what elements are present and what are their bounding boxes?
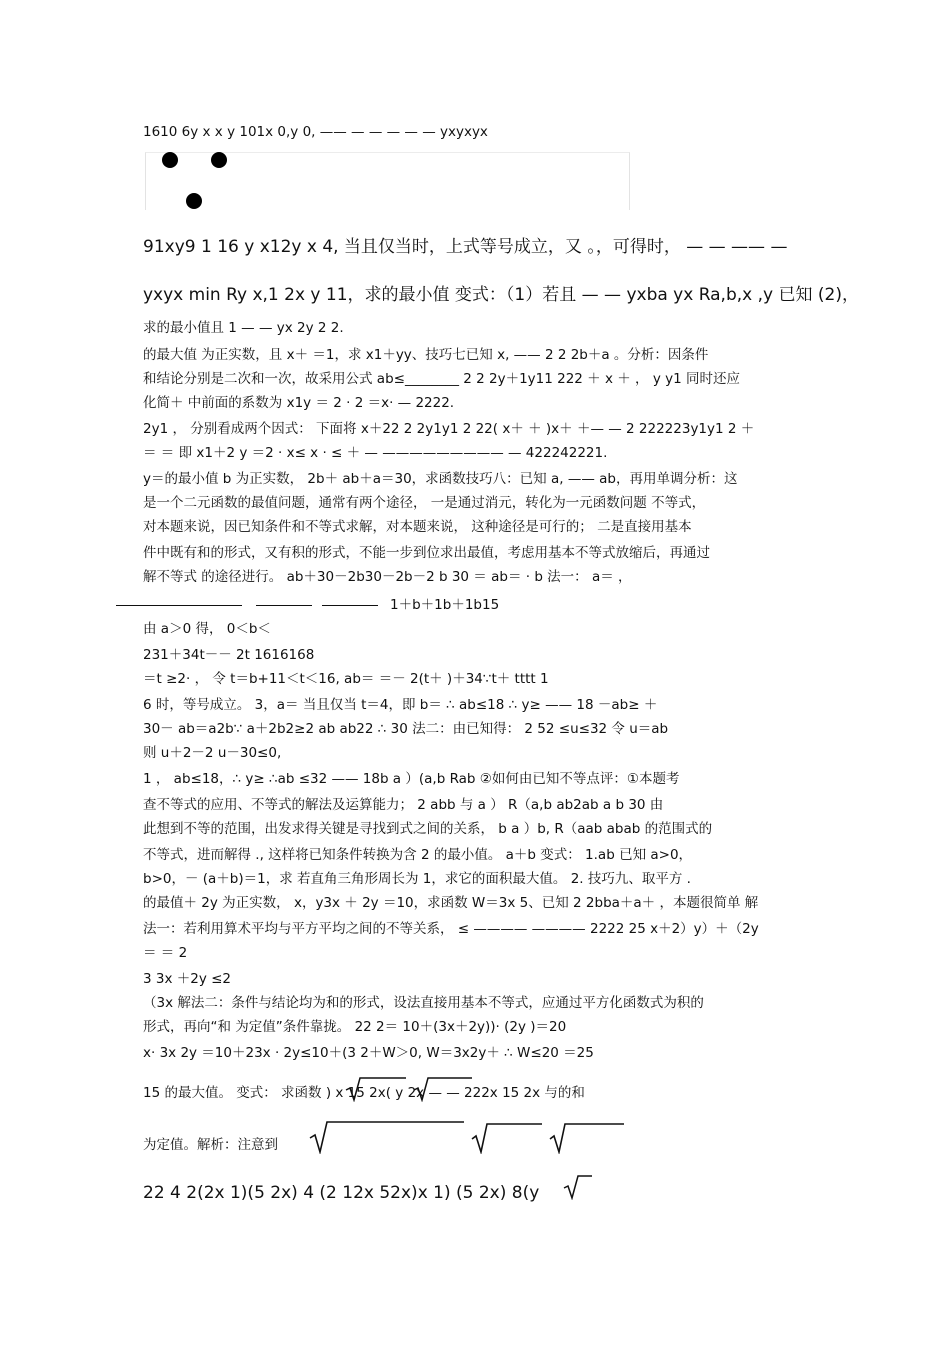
text-line-11: 是一个二元函数的最值问题，通常有两个途径， 一是通过消元，转化为一元函数问题 不等式，: [143, 495, 706, 511]
text-line-6: 和结论分别是二次和一次，故采用公式 ab≤________ 2 2 2y＋1y11 222 ＋ x ＋ ， y y1 同时还应: [143, 371, 740, 387]
text-line-20: 30－ ab＝a2b∵ a＋2b2≥2 ab ab22 ∴ 30 法二：由已知得： 2 52 ≤u≤32 令 u＝ab: [143, 721, 669, 737]
text-line-18: ＝t ≥2· ， 令 t＝b+11＜t＜16, ab＝ ＝－ 2(t＋ )＋34∵t＋ tttt 1: [143, 671, 549, 687]
text-line-30: 3 3x ＋2y ≤2: [143, 971, 232, 987]
text-line-27: 的最值＋ 2y 为正实数， x，y3x ＋ 2y ＝10，求函数 W＝3x 5、已知 2 2bba＋a＋ ，本题很简单 解: [143, 895, 759, 911]
text-line-9: ＝ ＝ 即 x1＋2 y ＝2 · x≤ x · ≤ ＋ — ————————— — 422242221.: [143, 445, 608, 461]
sqrt-icon: [562, 1174, 594, 1200]
text-line-12: 对本题来说，因已知条件和不等式求解，对本题来说， 这种途径是可行的； 二是直接用基本: [143, 519, 692, 535]
text-line-13: 件中既有和的形式，又有积的形式，不能一步到位求出最值，考虑用基本不等式放缩后，再通过: [143, 545, 710, 561]
text-line-26: b>0，－ (a＋b)＝1，求 若直角三角形周长为 1，求它的面积最大值。 2. 技巧九、取平方 .: [143, 871, 691, 887]
text-line-16: 由 a＞0 得， 0＜b＜: [143, 621, 271, 637]
text-line-7: 化简＋ 中前面的系数为 x1y ＝ 2 · 2 ＝x· — 2222.: [143, 395, 455, 411]
text-line-23: 查不等式的应用、不等式的解法及运算能力； 2 abb 与 a ） R（a,b ab2ab a b 30 由: [143, 797, 664, 813]
fraction-bar: [322, 605, 378, 606]
text-line-31: （3x 解法二：条件与结论均为和的形式，设法直接用基本不等式，应通过平方化函数式为积的: [143, 995, 704, 1011]
text-line-1: 1610 6y x x y 101x 0,y 0, —— — — — — — yxyxyx: [143, 124, 488, 140]
text-line-35: 为定值。解析：注意到: [143, 1137, 278, 1153]
fraction-bar: [116, 605, 242, 606]
text-line-22: 1 ， ab≤18，∴ y≥ ∴ab ≤32 —— 18b a ）(a,b Rab ②如何由已知不等点评：①本题考: [143, 771, 680, 787]
bullet-dot-icon: [162, 152, 178, 168]
text-line-28: 法一：若利用算术平均与平方平均之间的不等关系， ≤ ———— ———— 2222 25 x＋2）y）＋（2y: [143, 921, 759, 937]
text-line-21: 则 u＋2－2 u－30≤0,: [143, 745, 282, 761]
bullet-dot-icon: [186, 193, 202, 209]
text-line-15: 1＋b＋1b＋1b15: [390, 597, 500, 613]
text-line-25: 不等式，进而解得 ., 这样将已知条件转换为含 2 的最小值。 a＋b 变式： 1.ab 已知 a>0，: [143, 847, 693, 863]
sqrt-icon: [308, 1120, 466, 1154]
text-line-32: 形式，再向“和 为定值”条件靠拢。 22 2＝ 10＋(3x＋2y))· (2y )＝20: [143, 1019, 567, 1035]
text-line-36: 22 4 2(2x 1)(5 2x) 4 (2 12x 52x)x 1) (5 2x) 8(y: [143, 1183, 540, 1203]
text-line-10: y＝的最小值 b 为正实数， 2b＋ ab＋a＝30，求函数技巧八：已知 a, —— ab，再用单调分析：这: [143, 471, 738, 487]
sqrt-icon: [548, 1122, 626, 1154]
text-line-24: 此想到不等的范围，出发求得关键是寻找到式之间的关系， b a ）b, R（aab abab 的范围式的: [143, 821, 713, 837]
sqrt-icon: [470, 1122, 544, 1154]
text-line-14: 解不等式 的途径进行。 ab＋30－2b30－2b－2 b 30 ＝ ab＝ · b 法一： a＝ ，: [143, 569, 632, 585]
bullet-dot-icon: [211, 152, 227, 168]
sqrt-icon: [412, 1076, 474, 1102]
sqrt-icon: [344, 1076, 408, 1102]
text-line-29: ＝ ＝ 2: [143, 945, 188, 961]
text-line-3: yxyx min Ry x,1 2x y 11，求的最小值 变式：（1）若且 — — yxba yx Ra,b,x ,y 已知 (2)，: [143, 285, 859, 305]
fraction-bar: [256, 605, 312, 606]
text-line-33: x· 3x 2y ＝10＋23x · 2y≤10＋(3 2＋W＞0, W＝3x2y＋ ∴ W≤20 ＝25: [143, 1045, 594, 1061]
text-line-4: 求的最小值且 1 — — yx 2y 2 2.: [143, 320, 344, 336]
text-line-5: 的最大值 为正实数，且 x＋ ＝1，求 x1＋yy、技巧七已知 x, —— 2 2 2b＋a 。分析：因条件: [143, 347, 709, 363]
text-line-34: 15 的最大值。 变式： 求函数 ) x 15 2x( y 2x — — 222x 15 2x 与的和: [143, 1085, 585, 1101]
text-line-17: 231＋34t－－ 2t 1616168: [143, 647, 315, 663]
text-line-8: 2y1 ， 分别看成两个因式： 下面将 x＋22 2 2y1y1 2 22( x＋ ＋ )x＋ ＋— — 2 222223y1y1 2 ＋: [143, 421, 755, 437]
text-line-2: 91xy9 1 16 y x12y x 4, 当且仅当时，上式等号成立，又 。，可得时， — — —— —: [143, 237, 788, 257]
text-line-19: 6 时，等号成立。 3，a＝ 当且仅当 t＝4，即 b＝ ∴ ab≤18 ∴ y≥ —— 18 －ab≥ ＋: [143, 697, 658, 713]
